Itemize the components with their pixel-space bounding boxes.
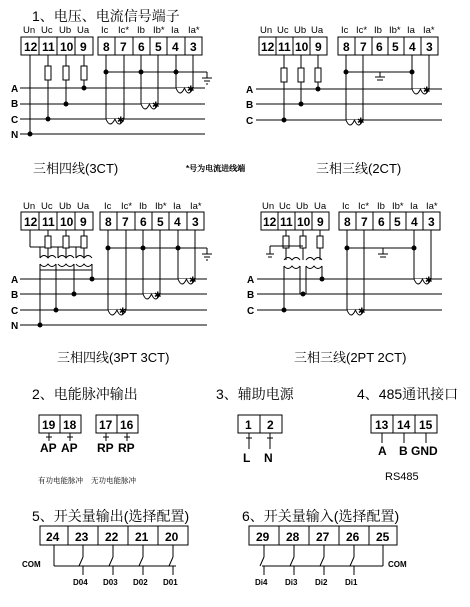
num-11: 11: [42, 215, 55, 229]
out-num-22: 22: [105, 530, 119, 544]
num-12: 12: [261, 40, 275, 54]
num-10: 10: [60, 40, 74, 54]
out-label-d03: D03: [103, 578, 118, 587]
num-3: 3: [192, 215, 199, 229]
switch-output-block: [22, 526, 188, 587]
caption-3p4w-3pt3ct: 三相四线(3PT 3CT): [57, 350, 170, 365]
hdr-ub: Ub: [59, 201, 72, 212]
rs485-label-b: B: [399, 444, 408, 458]
caption-3p4w-3ct: 三相四线(3CT): [33, 161, 119, 176]
ap-label: AP: [40, 441, 57, 455]
hdr-ub: Ub: [296, 201, 309, 212]
num-9: 9: [80, 40, 87, 54]
star-mark: ✱: [117, 115, 125, 125]
num-8: 8: [344, 215, 351, 229]
hdr-ic-star: Ic*: [121, 201, 133, 212]
hdr-uc: Uc: [279, 201, 291, 212]
diagram-3p4w-3pt3ct: [11, 201, 212, 332]
hdr-ib: Ib: [377, 201, 385, 212]
in-num-26: 26: [346, 530, 360, 544]
hdr-ia: Ia: [410, 201, 418, 212]
star-mark: ✱: [423, 85, 431, 95]
num-4: 4: [174, 215, 181, 229]
num-4: 4: [172, 40, 179, 54]
num-9: 9: [80, 215, 87, 229]
hdr-ua: Ua: [77, 201, 90, 212]
hdr-ib: Ib: [139, 201, 147, 212]
num-3: 3: [190, 40, 197, 54]
num-8: 8: [343, 40, 350, 54]
rs485-caption: RS485: [385, 471, 419, 483]
line-c-label: C: [247, 306, 255, 317]
rp-label: RP: [118, 441, 135, 455]
power-label-l: L: [243, 451, 251, 465]
line-n-label: N: [11, 130, 19, 141]
rs485-block: [371, 415, 438, 458]
note-current-input: *号为电流进线端: [186, 164, 246, 173]
out-com-label: COM: [22, 560, 41, 569]
section-6-title: 6、开关量输入(选择配置): [242, 508, 400, 524]
in-label-di3: Di3: [285, 578, 298, 587]
hdr-ia-star: Ia*: [423, 25, 435, 36]
line-c-label: C: [246, 116, 254, 127]
num-9: 9: [315, 40, 322, 54]
hdr-ia: Ia: [173, 201, 181, 212]
pulse-output-block: [39, 415, 138, 455]
hdr-ic: Ic: [104, 201, 112, 212]
num-5: 5: [394, 215, 401, 229]
num-12: 12: [24, 215, 38, 229]
section-5-title: 5、开关量输出(选择配置): [32, 508, 190, 524]
pulse-num-16: 16: [120, 418, 134, 432]
line-c-label: C: [11, 306, 19, 317]
section-2-title: 2、电能脉冲输出: [32, 386, 138, 402]
rs485-num-13: 13: [375, 418, 389, 432]
num-4: 4: [409, 40, 416, 54]
diagram-3p4w-3ct: [11, 25, 212, 141]
in-label-di1: Di1: [345, 578, 358, 587]
num-8: 8: [103, 40, 110, 54]
hdr-uc: Uc: [277, 25, 289, 36]
hdr-ia: Ia: [407, 25, 415, 36]
in-num-29: 29: [256, 530, 270, 544]
num-7: 7: [360, 40, 367, 54]
star-mark: ✱: [357, 116, 365, 126]
section-3-title: 3、辅助电源: [216, 386, 294, 402]
rp-label: RP: [97, 441, 114, 455]
line-b-label: B: [11, 290, 19, 301]
line-a-label: A: [247, 275, 255, 286]
star-mark: ✱: [189, 275, 197, 285]
num-8: 8: [105, 215, 112, 229]
star-mark: ✱: [358, 306, 366, 316]
num-11: 11: [42, 40, 55, 54]
hdr-ua: Ua: [77, 25, 90, 36]
num-4: 4: [411, 215, 418, 229]
diagram-3p3w-2pt2ct: [247, 201, 442, 317]
hdr-ua: Ua: [314, 201, 327, 212]
line-b-label: B: [11, 99, 19, 110]
pulse-num-18: 18: [63, 418, 77, 432]
hdr-ib: Ib: [374, 25, 382, 36]
hdr-ub: Ub: [59, 25, 72, 36]
out-num-21: 21: [135, 530, 149, 544]
hdr-ub: Ub: [294, 25, 307, 36]
out-label-d01: D01: [163, 578, 178, 587]
hdr-ia: Ia: [171, 25, 179, 36]
hdr-un: Un: [260, 25, 273, 36]
rs485-num-15: 15: [419, 418, 433, 432]
num-11: 11: [280, 215, 293, 229]
power-num-1: 1: [245, 418, 252, 432]
hdr-ib-star: Ib*: [392, 201, 404, 212]
num-3: 3: [428, 215, 435, 229]
num-9: 9: [317, 215, 324, 229]
ap-caption: 有功电能脉冲: [38, 476, 83, 485]
hdr-ic: Ic: [342, 201, 350, 212]
hdr-ua: Ua: [311, 25, 324, 36]
star-mark: ✱: [425, 275, 433, 285]
line-c-label: C: [11, 115, 19, 126]
star-mark: ✱: [152, 100, 160, 110]
hdr-ib-star: Ib*: [155, 201, 167, 212]
rs485-num-14: 14: [397, 418, 411, 432]
in-label-di2: Di2: [315, 578, 328, 587]
num-7: 7: [122, 215, 129, 229]
caption-3p3w-2ct: 三相三线(2CT): [316, 161, 402, 176]
ap-label: AP: [61, 441, 78, 455]
in-num-28: 28: [286, 530, 300, 544]
line-b-label: B: [246, 100, 254, 111]
hdr-ic: Ic: [341, 25, 349, 36]
hdr-ib: Ib: [137, 25, 145, 36]
num-6: 6: [376, 40, 383, 54]
num-6: 6: [138, 40, 145, 54]
pulse-num-17: 17: [99, 418, 113, 432]
hdr-ib-star: Ib*: [153, 25, 165, 36]
pulse-num-19: 19: [42, 418, 56, 432]
num-10: 10: [60, 215, 74, 229]
hdr-ia-star: Ia*: [188, 25, 200, 36]
line-n-label: N: [11, 321, 19, 332]
hdr-un: Un: [23, 201, 36, 212]
num-12: 12: [24, 40, 38, 54]
num-11: 11: [278, 40, 291, 54]
switch-input-block: [249, 526, 407, 587]
in-label-di4: Di4: [255, 578, 268, 587]
hdr-ic-star: Ic*: [358, 201, 370, 212]
diagram-3p3w-2ct: [246, 25, 442, 127]
hdr-ia-star: Ia*: [190, 201, 202, 212]
line-a-label: A: [11, 84, 19, 95]
num-6: 6: [140, 215, 147, 229]
out-label-d02: D02: [133, 578, 148, 587]
num-10: 10: [297, 215, 311, 229]
hdr-ic-star: Ic*: [118, 25, 130, 36]
in-num-25: 25: [376, 530, 390, 544]
caption-3p3w-2pt2ct: 三相三线(2PT 2CT): [294, 350, 407, 365]
rs485-label-a: A: [378, 444, 387, 458]
num-3: 3: [426, 40, 433, 54]
num-7: 7: [120, 40, 127, 54]
star-mark: ✱: [119, 306, 127, 316]
out-label-d04: D04: [73, 578, 88, 587]
in-num-27: 27: [316, 530, 330, 544]
section-4-title: 4、485通讯接口: [357, 386, 459, 402]
hdr-un: Un: [23, 25, 36, 36]
line-a-label: A: [246, 85, 254, 96]
num-6: 6: [378, 215, 385, 229]
rs485-label-gnd: GND: [411, 444, 438, 458]
hdr-ic-star: Ic*: [356, 25, 368, 36]
line-b-label: B: [247, 290, 255, 301]
num-5: 5: [155, 40, 162, 54]
num-12: 12: [263, 215, 277, 229]
aux-power-block: [238, 415, 282, 465]
line-a-label: A: [11, 275, 19, 286]
num-10: 10: [295, 40, 309, 54]
out-num-20: 20: [165, 530, 179, 544]
out-num-24: 24: [46, 530, 60, 544]
out-num-23: 23: [75, 530, 89, 544]
hdr-uc: Uc: [41, 25, 53, 36]
num-5: 5: [392, 40, 399, 54]
num-7: 7: [361, 215, 368, 229]
in-com-label: COM: [388, 560, 407, 569]
power-num-2: 2: [267, 418, 274, 432]
hdr-ia-star: Ia*: [426, 201, 438, 212]
star-mark: ✱: [187, 84, 195, 94]
star-mark: ✱: [154, 290, 162, 300]
hdr-ic: Ic: [101, 25, 109, 36]
hdr-un: Un: [262, 201, 275, 212]
section-1-title: 1、电压、电流信号端子: [32, 8, 180, 24]
hdr-uc: Uc: [41, 201, 53, 212]
num-5: 5: [157, 215, 164, 229]
power-label-n: N: [264, 451, 273, 465]
rp-caption: 无功电能脉冲: [91, 476, 136, 485]
hdr-ib-star: Ib*: [389, 25, 401, 36]
